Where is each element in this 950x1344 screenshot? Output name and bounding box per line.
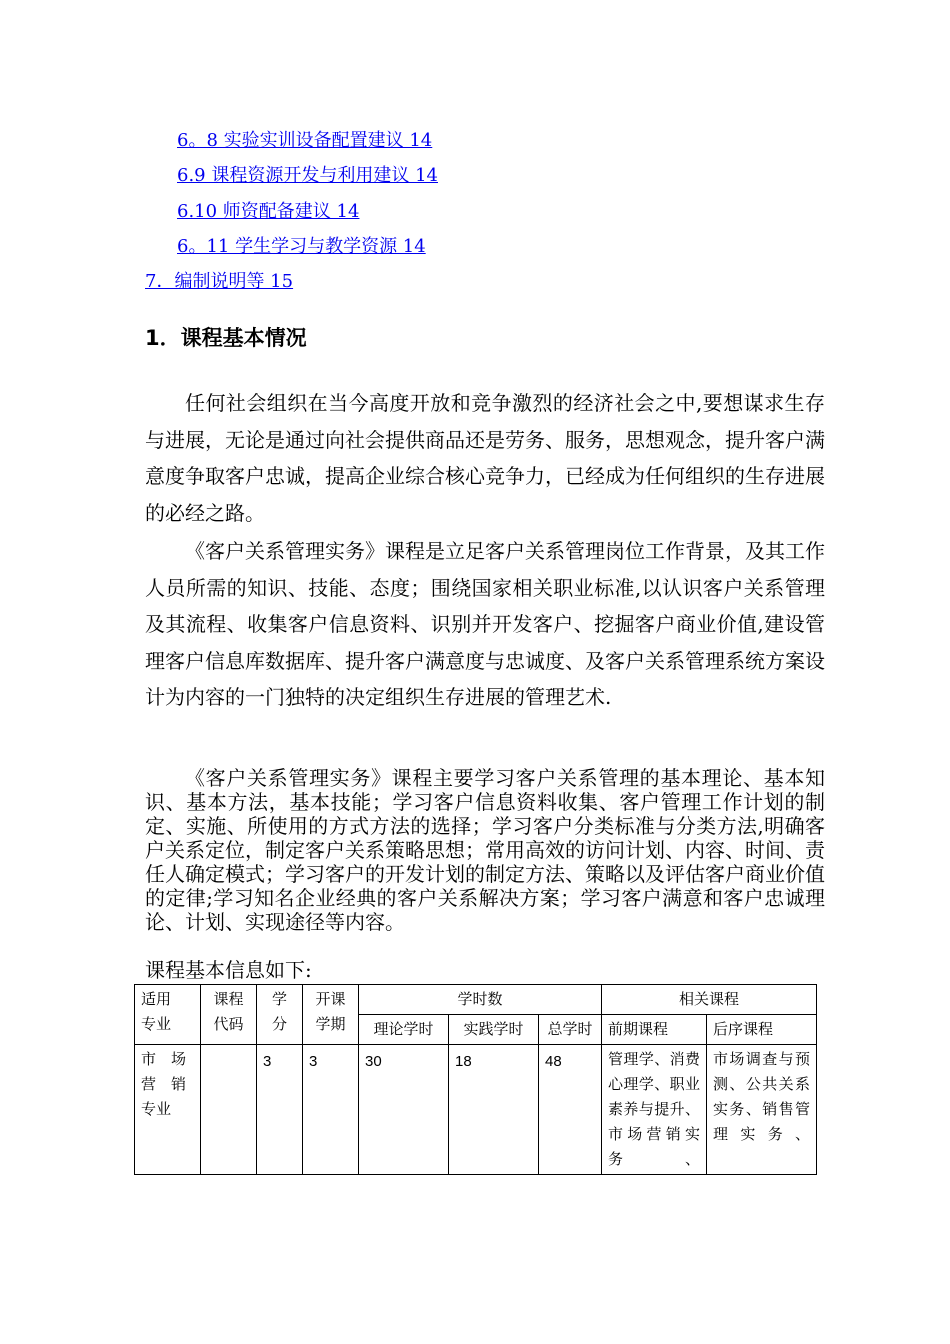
header-applicable-major [135,985,201,1045]
header-total-hours: 总学时 [539,1015,602,1045]
table-caption: 课程基本信息如下: [145,958,312,982]
cell-major-l1: 市 场 [141,1050,187,1068]
cell-term: 3 [303,1045,359,1175]
toc-link-7[interactable]: 7．编制说明等 15 [145,271,294,292]
header-related-courses: 相关课程 [602,985,817,1015]
paragraph-3: 《客户关系管理实务》课程主要学习客户关系管理的基本理论、基本知识、基本方法，基本技能；学习客户信息资料收集、客户管理工作计划的制定、实施、所使用的方式方法的选择；学习客户分类标准与分类方法,明确客户关系定位，制定客户关系策略思想；常用高效的访问计划、内容、时间、责任人确定模式；学习客户的开发计划的制定方法、策略以及评估客户商业价值的定律;学习知名企业经典的客户关系解决方案；学习客户满意和客户忠诚理论、计划、实现途径等内容。 [145,766,825,934]
cell-credit: 3 [257,1045,303,1175]
header-credit-l1: 学 [271,990,287,1008]
cell-theory-hours: 30 [359,1045,449,1175]
header-code-l1: 课程 [213,990,244,1008]
header-credit [257,985,303,1045]
header-hours: 学时数 [359,985,602,1015]
paragraph-1: 任何社会组织在当今高度开放和竞争激烈的经济社会之中,要想谋求生存与进展，无论是通过向社会提供商品还是劳务、服务，思想观念，提升客户满意度争取客户忠诚，提高企业综合核心竞争力，已经成为任何组织的生存进展的必经之路。 [145,391,825,525]
cell-subsequent-courses: 市场调查与预测、公共关系实务、销售管理实务、 [707,1045,817,1175]
cell-practice-hours: 18 [449,1045,539,1175]
header-term-l1: 开课 [315,990,346,1008]
header-applicable-l1: 适用 [141,990,172,1008]
cell-prior-courses: 管理学、消费心理学、职业素养与提升、市场营销实务、 [602,1045,707,1175]
header-course-code [201,985,257,1045]
course-info-table [134,984,817,1175]
cell-total-hours: 48 [539,1045,602,1175]
table-header-row-1 [135,985,817,1015]
cell-course-code [201,1045,257,1175]
header-theory-hours: 理论学时 [359,1015,449,1045]
toc-link-6-10[interactable]: 6.10 师资配备建议 14 [177,201,360,222]
header-prior-courses: 前期课程 [602,1015,707,1045]
toc-link-6-8[interactable]: 6。8 实验实训设备配置建议 14 [177,130,433,151]
header-applicable-l2: 专业 [141,1015,172,1033]
header-subsequent-courses: 后序课程 [707,1015,817,1045]
header-code-l2: 代码 [213,1015,244,1033]
table-row [135,1045,817,1175]
cell-major-l3: 专业 [141,1100,172,1118]
header-term-l2: 学期 [315,1015,346,1033]
header-credit-l2: 分 [271,1015,287,1033]
header-practice-hours: 实践学时 [449,1015,539,1045]
paragraph-2: 《客户关系管理实务》课程是立足客户关系管理岗位工作背景，及其工作人员所需的知识、技能、态度；围绕国家相关职业标准,以认识客户关系管理及其流程、收集客户信息资料、识别并开发客户、挖掘客户商业价值,建设管理客户信息库数据库、提升客户满意度与忠诚度、及客户关系管理系统方案设计为内容的一门独特的决定组织生存进展的管理艺术. [145,539,825,709]
header-term [303,985,359,1045]
cell-major-l2: 营 销 [141,1075,187,1093]
toc-link-6-11[interactable]: 6。11 学生学习与教学资源 14 [177,236,426,257]
section-heading: 1．课程基本情况 [145,326,307,350]
cell-major [135,1045,201,1175]
toc-link-6-9[interactable]: 6.9 课程资源开发与利用建议 14 [177,165,438,186]
